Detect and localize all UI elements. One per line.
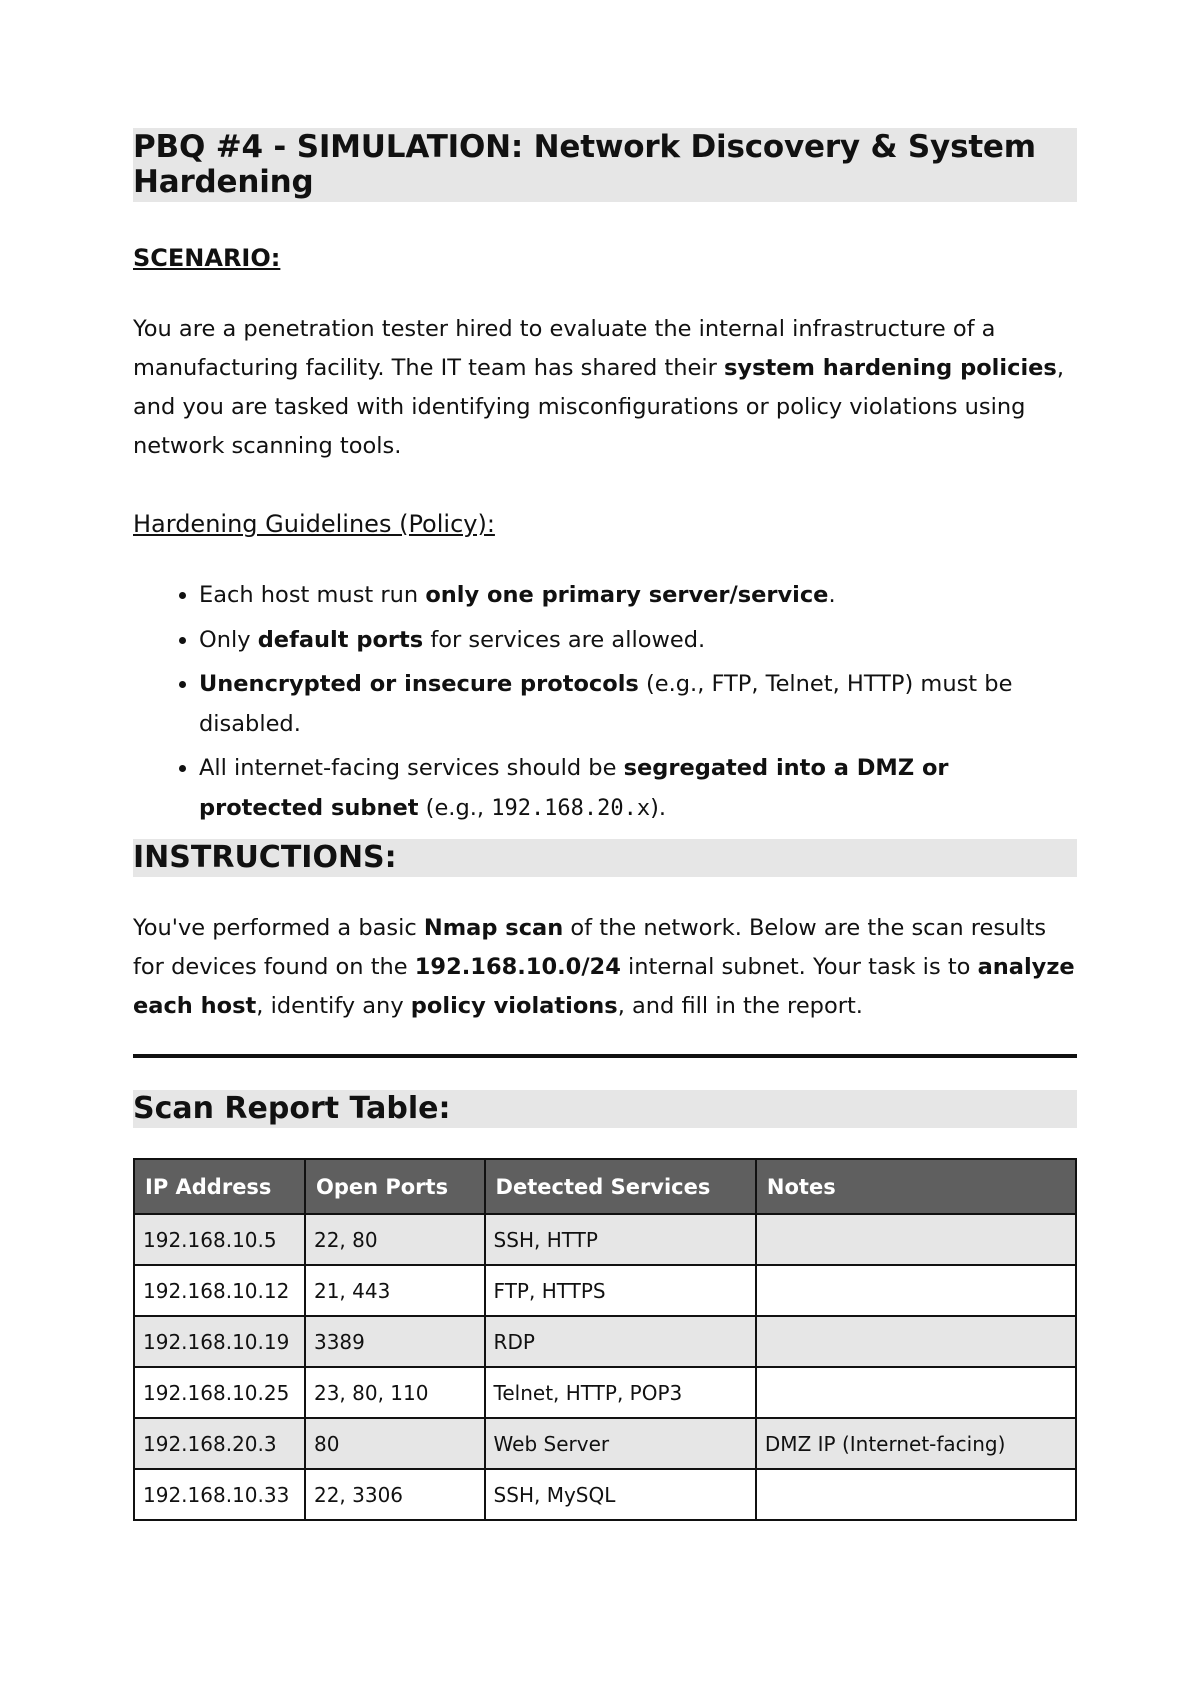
guideline-item: • Unencrypted or insecure protocols (e.g., FTP, Telnet, HTTP) must be disabled. [199, 665, 1077, 744]
column-header: IP Address [134, 1159, 305, 1214]
ip-cell: 192.168.10.5 [134, 1214, 305, 1265]
services-cell: RDP [485, 1316, 756, 1367]
notes-cell[interactable]: DMZ IP (Internet-facing) [756, 1418, 1076, 1469]
ip-cell: 192.168.10.25 [134, 1367, 305, 1418]
table-row [134, 1367, 1076, 1418]
notes-cell[interactable] [756, 1316, 1076, 1367]
scenario-heading: SCENARIO: [133, 244, 281, 272]
column-header: Notes [756, 1159, 1076, 1214]
notes-cell[interactable] [756, 1367, 1076, 1418]
ports-cell: 22, 3306 [305, 1469, 485, 1520]
services-cell: Telnet, HTTP, POP3 [485, 1367, 756, 1418]
ip-cell: 192.168.10.12 [134, 1265, 305, 1316]
scan-report-table [133, 1158, 1077, 1521]
services-cell: SSH, HTTP [485, 1214, 756, 1265]
notes-cell[interactable] [756, 1214, 1076, 1265]
ip-cell: 192.168.10.33 [134, 1469, 305, 1520]
table-header-row [134, 1159, 1076, 1214]
ports-cell: 80 [305, 1418, 485, 1469]
table-row [134, 1418, 1076, 1469]
scenario-paragraph: You are a penetration tester hired to evaluate the internal infrastructure of a manufacturing facility. The IT team has shared their system hardening policies, and you are tasked with identifying misconfigurations or policy violations using network scanning tools. [133, 316, 1064, 459]
table-row [134, 1316, 1076, 1367]
subnet-code: 192.168.20.x [491, 795, 651, 821]
ports-cell: 21, 443 [305, 1265, 485, 1316]
guideline-item: • All internet-facing services should be segregated into a DMZ or protected subnet (e.g., 192.168.20.x). [199, 749, 1077, 828]
ports-cell: 22, 80 [305, 1214, 485, 1265]
column-header: Open Ports [305, 1159, 485, 1214]
notes-cell[interactable] [756, 1469, 1076, 1520]
ports-cell: 23, 80, 110 [305, 1367, 485, 1418]
guidelines-list [133, 576, 1077, 828]
instructions-paragraph: You've performed a basic Nmap scan of the network. Below are the scan results for devices found on the 192.168.10.0/24 internal subnet. Your task is to analyze each host, identify any policy violations, and fill in the report. [133, 915, 1075, 1019]
document-page [133, 128, 1077, 1521]
page-title: PBQ #4 - SIMULATION: Network Discovery & System Hardening [133, 128, 1077, 202]
scan-table-heading: Scan Report Table: [133, 1090, 1077, 1128]
table-row [134, 1469, 1076, 1520]
services-cell: Web Server [485, 1418, 756, 1469]
services-cell: SSH, MySQL [485, 1469, 756, 1520]
notes-cell[interactable] [756, 1265, 1076, 1316]
table-row [134, 1265, 1076, 1316]
ip-cell: 192.168.20.3 [134, 1418, 305, 1469]
ip-cell: 192.168.10.19 [134, 1316, 305, 1367]
instructions-heading: INSTRUCTIONS: [133, 839, 1077, 877]
table-row [134, 1214, 1076, 1265]
guidelines-heading: Hardening Guidelines (Policy): [133, 510, 495, 538]
column-header: Detected Services [485, 1159, 756, 1214]
services-cell: FTP, HTTPS [485, 1265, 756, 1316]
guideline-item: • Each host must run only one primary server/service. [199, 576, 1077, 616]
ports-cell: 3389 [305, 1316, 485, 1367]
guideline-item: • Only default ports for services are allowed. [199, 621, 1077, 661]
